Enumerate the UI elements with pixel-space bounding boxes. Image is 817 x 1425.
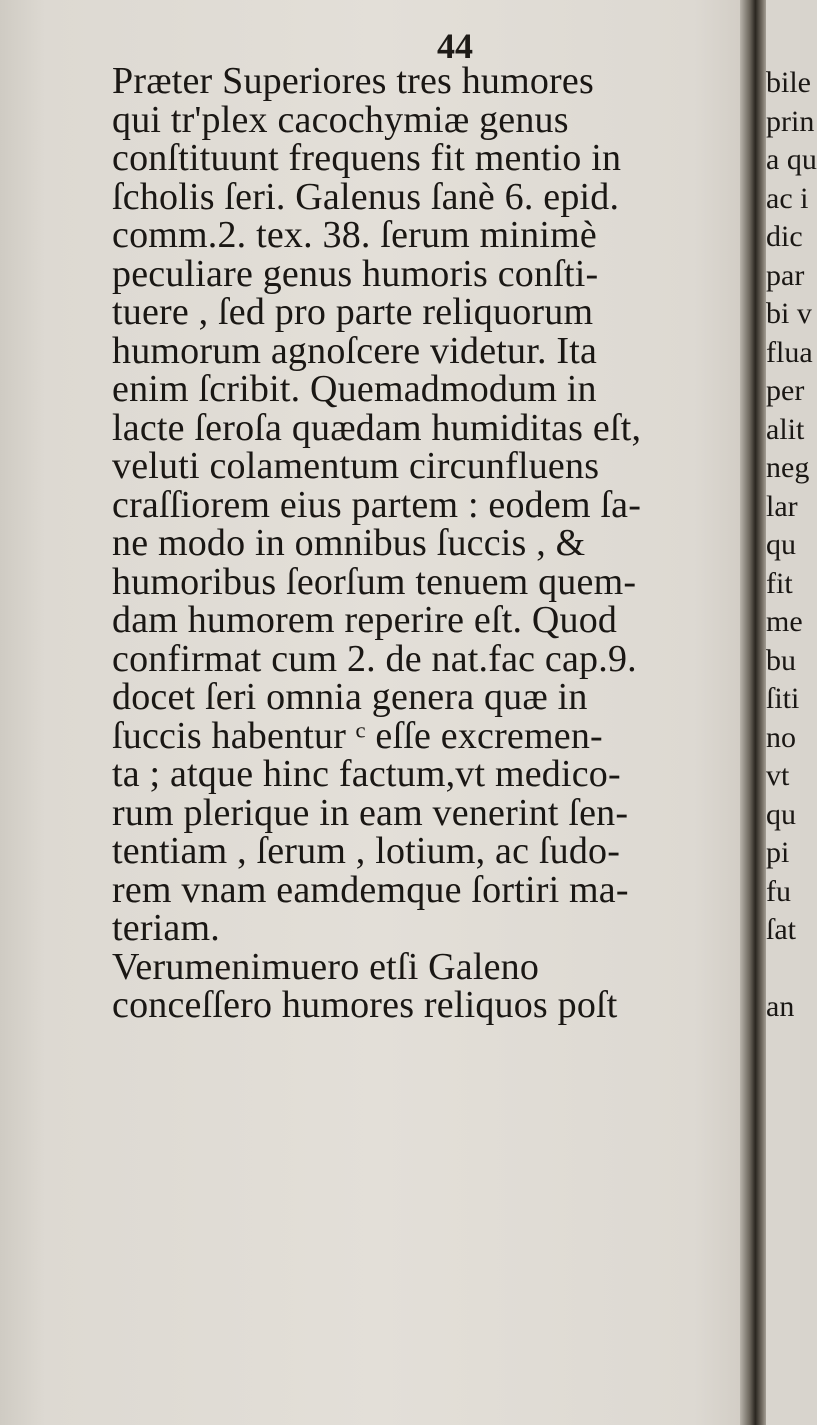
text-line: humorum agnoſcere videtur. Ita — [112, 329, 598, 372]
text-line: veluti colamentum circunfluens — [112, 445, 600, 487]
facing-page-fragment: neg — [766, 451, 810, 484]
facing-page-fragment: bi v — [766, 297, 812, 330]
facing-page-fragment: no — [766, 720, 796, 754]
text-line: conceſſero humores reliquos poſt — [112, 984, 618, 1026]
text-line: lacte ſeroſa quædam humiditas eſt, — [112, 406, 642, 449]
facing-page-fragment: qu — [766, 797, 796, 831]
page-number: 44 — [437, 26, 473, 66]
text-line: Verumenimuero etſi Galeno — [112, 945, 540, 988]
text-line: tuere , ſed pro parte reliquorum — [112, 291, 594, 333]
text-line: ne modo in omnibus ſuccis , & — [112, 522, 586, 564]
facing-page-fragment: qu — [766, 528, 796, 561]
text-line: dam humorem reperire eſt. Quod — [112, 599, 618, 641]
text-line: ta ; atque hinc factum,vt medico- — [112, 753, 621, 795]
facing-page-fragment: par — [766, 258, 805, 292]
text-line: ſcholis ſeri. Galenus ſanè 6. epid. — [112, 175, 620, 218]
facing-page-fragment: ſat — [766, 913, 796, 946]
text-line: conſtituunt frequens fit mentio in — [112, 137, 622, 179]
text-line: qui tr'plex cacochymiæ genus — [112, 98, 569, 141]
facing-page-fragment: vt — [766, 759, 790, 792]
text-line: rum plerique in eam venerint ſen- — [112, 791, 629, 834]
text-line: peculiare genus humoris conſti- — [112, 252, 599, 295]
facing-page-fragment: bile — [766, 66, 811, 99]
facing-page-fragment: lar — [766, 489, 798, 523]
body-text — [112, 62, 742, 1025]
text-line: teriam. — [112, 907, 220, 949]
text-line: docet ſeri omnia genera quæ in — [112, 676, 588, 718]
facing-page-fragment: fu — [766, 874, 791, 908]
facing-page-fragment: ac i — [766, 181, 809, 215]
facing-page-fragment: prin — [766, 104, 815, 138]
text-line: rem vnam eamdemque ſortiri ma- — [112, 868, 629, 911]
facing-page-fragment: me — [766, 605, 803, 638]
text-line: tentiam , ſerum , lotium, ac ſudo- — [112, 830, 621, 872]
book-gutter — [740, 0, 768, 1425]
facing-page-fragment: dic — [766, 220, 803, 253]
facing-page-edge — [766, 0, 817, 1425]
facing-page-fragment: ſiti — [766, 682, 800, 715]
text-line: humoribus ſeorſum tenuem quem- — [112, 560, 637, 603]
facing-page-fragment: an — [766, 990, 795, 1023]
text-line: comm.2. tex. 38. ſerum minimè — [112, 214, 597, 256]
text-line: enim ſcribit. Quemadmodum in — [112, 368, 597, 410]
facing-page-fragment: alit — [766, 412, 805, 446]
text-line: craſſiorem eius partem : eodem ſa- — [112, 483, 642, 526]
facing-page-fragment: a qu — [766, 143, 817, 176]
facing-page-fragment: per — [766, 374, 805, 407]
facing-page-fragment: fit — [766, 566, 793, 600]
text-line: confirmat cum 2. de nat.fac cap.9. — [112, 637, 637, 680]
facing-page-fragment: bu — [766, 643, 796, 677]
text-line: Præter Superiores tres humores — [112, 60, 594, 102]
facing-page-fragment: flua — [766, 335, 813, 369]
text-line: ſuccis habentur ᶜ eſſe excremen- — [112, 714, 603, 757]
facing-page-fragment: pi — [766, 836, 790, 869]
